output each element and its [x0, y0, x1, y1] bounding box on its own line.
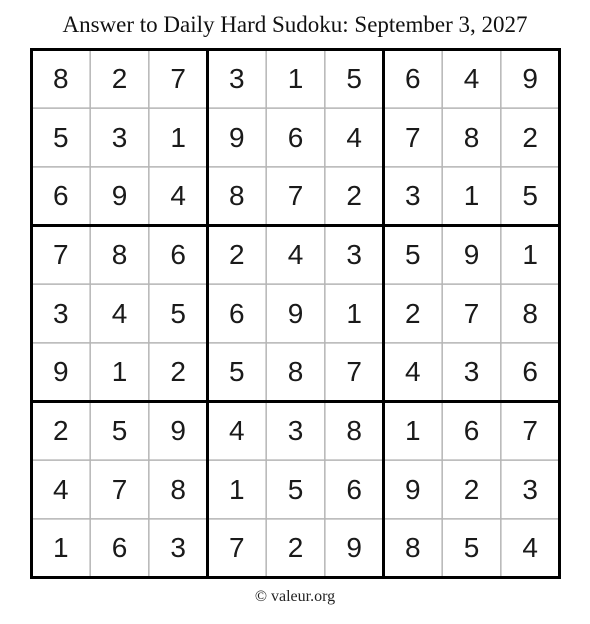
sudoku-cell-r6c2: 1: [111, 356, 128, 388]
sudoku-cell-r7c2: 5: [111, 414, 128, 446]
sudoku-cell-r2c2: 3: [111, 121, 128, 153]
sudoku-cell-r9c8: 5: [463, 532, 480, 564]
sudoku-cell-r8c8: 2: [463, 473, 480, 505]
sudoku-cell-r8c3: 8: [170, 473, 186, 505]
sudoku-cell-r7c9: 7: [522, 414, 538, 446]
sudoku-cell-r5c4: 6: [229, 297, 245, 329]
sudoku-cell-r4c8: 9: [463, 238, 480, 270]
sudoku-cell-r9c3: 3: [170, 532, 186, 564]
sudoku-cell-r7c8: 6: [463, 414, 480, 446]
sudoku-cell-r2c9: 2: [522, 121, 538, 153]
sudoku-cell-r8c2: 7: [111, 473, 128, 505]
sudoku-cell-r3c1: 6: [53, 180, 69, 212]
sudoku-cell-r5c6: 1: [346, 297, 362, 329]
sudoku-cell-r3c9: 5: [522, 180, 538, 212]
sudoku-cell-r8c5: 5: [287, 473, 304, 505]
sudoku-cell-r6c8: 3: [463, 356, 480, 388]
sudoku-board: [30, 48, 561, 579]
sudoku-cell-r7c1: 2: [53, 414, 69, 446]
sudoku-cell-r6c3: 2: [170, 356, 186, 388]
sudoku-cell-r7c4: 4: [229, 414, 245, 446]
sudoku-cell-r7c3: 9: [170, 414, 186, 446]
sudoku-cell-r4c1: 7: [53, 238, 69, 270]
sudoku-cell-r5c1: 3: [53, 297, 69, 329]
sudoku-cell-r1c5: 1: [287, 62, 304, 94]
sudoku-cell-r7c6: 8: [346, 414, 362, 446]
sudoku-cell-r3c4: 8: [229, 180, 245, 212]
sudoku-cell-r4c7: 5: [405, 238, 421, 270]
sudoku-cell-r1c7: 6: [405, 62, 421, 94]
sudoku-cell-r3c2: 9: [111, 180, 128, 212]
sudoku-cell-r6c1: 9: [53, 356, 69, 388]
sudoku-cell-r2c5: 6: [287, 121, 304, 153]
sudoku-cell-r6c4: 5: [229, 356, 245, 388]
sudoku-cell-r6c9: 6: [522, 356, 538, 388]
sudoku-cell-r4c9: 1: [522, 238, 538, 270]
sudoku-cell-r2c1: 5: [53, 121, 69, 153]
sudoku-cell-r7c7: 1: [405, 414, 421, 446]
sudoku-cell-r4c5: 4: [287, 238, 304, 270]
sudoku-cell-r8c9: 3: [522, 473, 538, 505]
sudoku-cell-r7c5: 3: [287, 414, 304, 446]
sudoku-cell-r2c3: 1: [170, 121, 186, 153]
sudoku-cell-r4c3: 6: [170, 238, 186, 270]
sudoku-cell-r5c7: 2: [405, 297, 421, 329]
sudoku-cell-r3c5: 7: [287, 180, 304, 212]
sudoku-cell-r5c2: 4: [111, 297, 128, 329]
sudoku-cell-r2c8: 8: [463, 121, 480, 153]
sudoku-cell-r8c7: 9: [405, 473, 421, 505]
sudoku-cell-r1c1: 8: [53, 62, 69, 94]
sudoku-cell-r3c6: 2: [346, 180, 362, 212]
sudoku-cell-r9c1: 1: [53, 532, 69, 564]
sudoku-cell-r6c6: 7: [346, 356, 362, 388]
sudoku-cell-r1c8: 4: [463, 62, 480, 94]
sudoku-cell-r9c4: 7: [229, 532, 245, 564]
page-title: Answer to Daily Hard Sudoku: September 3, 2027: [62, 12, 528, 37]
sudoku-cell-r9c6: 9: [346, 532, 362, 564]
sudoku-cell-r9c9: 4: [522, 532, 538, 564]
sudoku-cell-r4c6: 3: [346, 238, 362, 270]
sudoku-cell-r5c5: 9: [287, 297, 304, 329]
sudoku-cell-r5c9: 8: [522, 297, 538, 329]
copyright-footer: © valeur.org: [254, 588, 336, 605]
sudoku-cell-r4c2: 8: [111, 238, 128, 270]
sudoku-cell-r2c6: 4: [346, 121, 362, 153]
sudoku-cell-r1c2: 2: [111, 62, 128, 94]
sudoku-cell-r6c7: 4: [405, 356, 421, 388]
sudoku-cell-r1c9: 9: [522, 62, 538, 94]
sudoku-cell-r1c3: 7: [170, 62, 186, 94]
sudoku-cell-r9c7: 8: [405, 532, 421, 564]
sudoku-cell-r2c4: 9: [229, 121, 245, 153]
sudoku-cell-r3c8: 1: [463, 180, 480, 212]
sudoku-cell-r3c3: 4: [170, 180, 186, 212]
sudoku-cell-r5c3: 5: [170, 297, 186, 329]
sudoku-cell-r6c5: 8: [287, 356, 304, 388]
sudoku-cell-r8c6: 6: [346, 473, 362, 505]
sudoku-cell-r1c6: 5: [346, 62, 362, 94]
sudoku-cell-r1c4: 3: [229, 62, 245, 94]
sudoku-cell-r8c1: 4: [53, 473, 69, 505]
sudoku-cell-r4c4: 2: [229, 238, 245, 270]
sudoku-cell-r2c7: 7: [405, 121, 421, 153]
sudoku-cell-r9c5: 2: [287, 532, 304, 564]
sudoku-cell-r3c7: 3: [405, 180, 421, 212]
sudoku-cell-r8c4: 1: [229, 473, 245, 505]
sudoku-cell-r5c8: 7: [463, 297, 480, 329]
sudoku-cell-r9c2: 6: [111, 532, 128, 564]
